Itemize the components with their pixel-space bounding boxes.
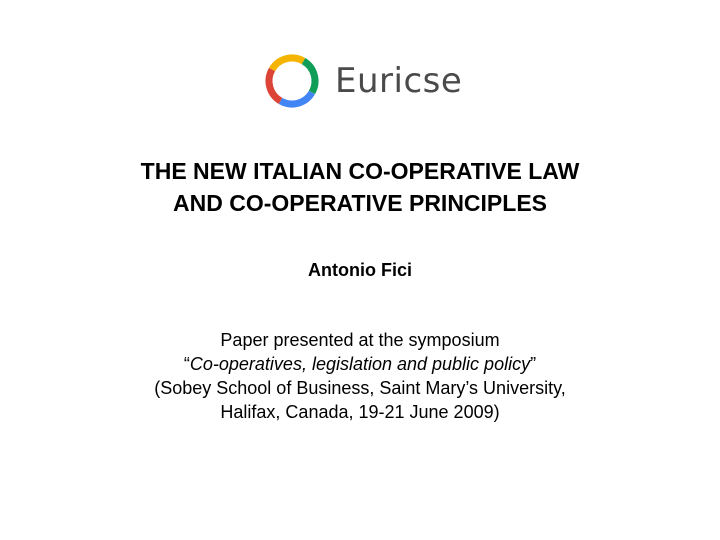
- symposium-title: Co-operatives, legislation and public policy: [189, 354, 531, 374]
- info-line-4: Halifax, Canada, 19-21 June 2009): [220, 402, 500, 422]
- euricse-ring-icon: [262, 51, 322, 111]
- author-name: Antonio Fici: [308, 260, 412, 280]
- logo-text: Euricse: [335, 61, 463, 101]
- title-line-1: THE NEW ITALIAN CO-OPERATIVE LAW: [140, 158, 580, 184]
- info-line-1: Paper presented at the symposium: [220, 330, 500, 350]
- info-line-3: (Sobey School of Business, Saint Mary’s University,: [154, 378, 566, 398]
- open-quote: “: [183, 354, 190, 374]
- document-title: [0, 155, 720, 219]
- title-line-2: AND CO-OPERATIVE PRINCIPLES: [173, 190, 547, 216]
- euricse-logo: [262, 50, 462, 112]
- close-quote: ”: [530, 354, 537, 374]
- info-line-2: [0, 352, 720, 376]
- presentation-info: [0, 328, 720, 424]
